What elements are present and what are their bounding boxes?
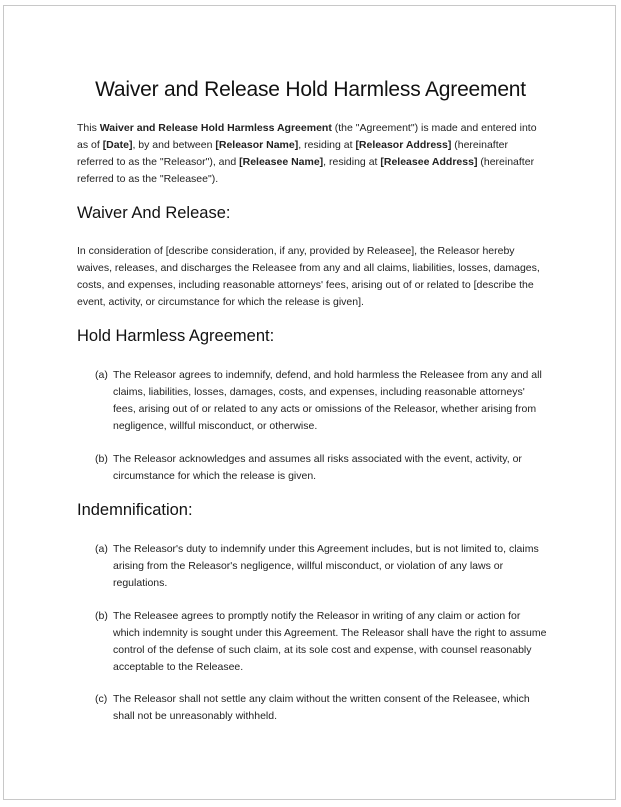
agreement-name: Waiver and Release Hold Harmless Agreement <box>99 122 332 134</box>
list-item-label: (a) <box>95 369 108 381</box>
list-item-text: The Releasor shall not settle any claim without the written consent of the Releasee, which shall not be unreasonably withheld. <box>113 693 530 722</box>
list-item-text: The Releasor acknowledges and assumes all risks associated with the event, activity, or circumstance for which the release is given. <box>113 453 522 482</box>
list-item <box>95 691 547 725</box>
releasee-name-placeholder: [Releasee Name] <box>239 156 324 168</box>
intro-text: (the "Agreement") is made and entered into as of <box>77 122 537 151</box>
list-item-label: (a) <box>95 543 108 555</box>
indemnification-heading: Indemnification: <box>77 501 193 519</box>
list-item-label: (c) <box>95 693 108 705</box>
intro-text: , by and between <box>132 139 216 151</box>
waiver-heading: Waiver And Release: <box>77 204 231 222</box>
list-item-label: (b) <box>95 610 108 622</box>
date-placeholder: [Date] <box>102 139 133 151</box>
list-item <box>95 608 547 676</box>
list-item-text: The Releasee agrees to promptly notify the Releasor in writing of any claim or action for which indemnity is sought under this Agreement. The Releasor shall have the right to assume control of the defense of such claim, at its sole cost and expense, with counsel reasonably acceptable to the Releasee. <box>113 610 547 673</box>
list-item-label: (b) <box>95 453 108 465</box>
intro-paragraph <box>77 120 547 188</box>
hold-harmless-heading: Hold Harmless Agreement: <box>77 327 275 345</box>
list-item <box>95 541 547 592</box>
releasee-address-placeholder: [Releasee Address] <box>380 156 478 168</box>
intro-text: (hereinafter referred to as the "Releasee"). <box>77 156 535 185</box>
intro-text: , residing at <box>323 156 381 168</box>
intro-text: (hereinafter referred to as the "Releasor"), and <box>77 139 508 168</box>
list-item-text: The Releasor agrees to indemnify, defend, and hold harmless the Releasee from any and all claims, liabilities, losses, damages, costs, and expenses, including reasonable attorneys' fees, arising out of or related to any acts or omissions of the Releasor, whether arising from negligence, willful misconduct, or otherwise. <box>113 369 542 432</box>
intro-text: , residing at <box>298 139 356 151</box>
list-item <box>95 367 547 435</box>
releasor-address-placeholder: [Releasor Address] <box>355 139 452 151</box>
intro-text: This <box>77 122 100 134</box>
releasor-name-placeholder: [Releasor Name] <box>215 139 299 151</box>
document-title: Waiver and Release Hold Harmless Agreement <box>95 78 526 101</box>
list-item <box>95 451 547 485</box>
waiver-paragraph: In consideration of [describe consideration, if any, provided by Releasee], the Releasor hereby waives, releases, and discharges the Releasee from any and all claims, liabilities, losses, damages, costs, and expenses, including reasonable attorneys' fees, arising out of or related to [describe the event, activity, or circumstance for which the release is given]. <box>77 245 540 308</box>
list-item-text: The Releasor's duty to indemnify under this Agreement includes, but is not limited to, claims arising from the Releasor's negligence, willful misconduct, or violation of any laws or regulations. <box>113 543 539 589</box>
